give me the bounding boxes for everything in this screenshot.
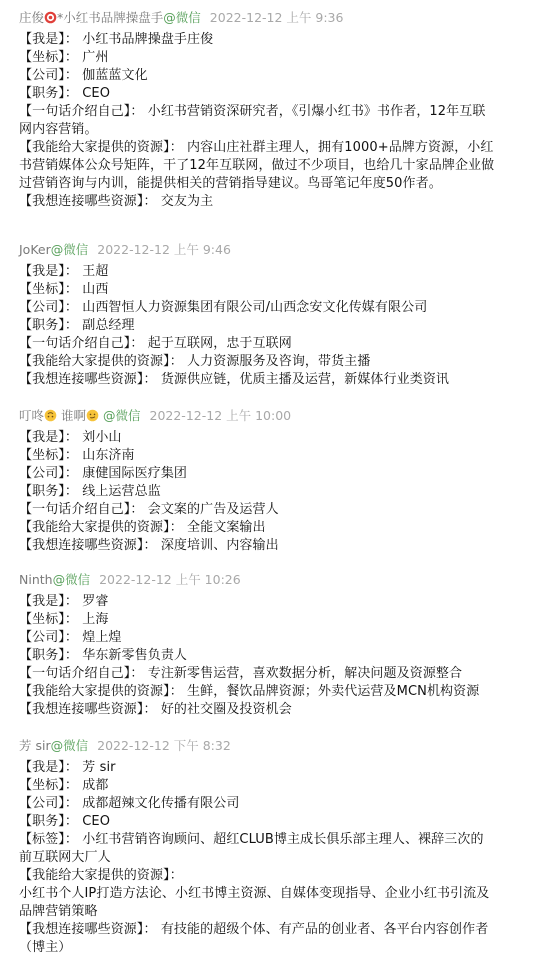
intro-line: 【一句话介绍自己】： 专注新零售运营，喜欢数据分析，解决问题及资源整合 bbox=[19, 666, 463, 681]
intro-line: 【我是】： 罗睿 bbox=[19, 594, 109, 609]
intro-line: 【公司】： 煌上煌 bbox=[19, 630, 122, 645]
message-meta bbox=[19, 406, 291, 426]
intro-line: （博主） bbox=[19, 940, 72, 955]
intro-line: 【坐标】： 山东济南 bbox=[19, 448, 135, 463]
message-meta bbox=[19, 570, 241, 590]
intro-line: 小红书个人IP打造方法论、小红书博主资源、自媒体变现指导、企业小红书引流及 bbox=[19, 886, 490, 901]
intro-line: 【职务】： CEO bbox=[19, 86, 111, 101]
message-body bbox=[19, 429, 539, 555]
intro-line: 【我能给大家提供的资源】： 人力资源服务及咨询，带货主播 bbox=[19, 354, 371, 369]
sender-nickname-suffix[interactable]: *小红书品牌操盘手 bbox=[57, 10, 164, 25]
source-tag: @微信 bbox=[50, 242, 89, 257]
source-tag: @微信 bbox=[102, 408, 141, 423]
sender-name[interactable]: Ninth bbox=[19, 572, 53, 587]
intro-line: 【我想连接哪些资源】： 好的社交圈及投资机会 bbox=[19, 702, 292, 717]
intro-line: 【公司】： 康健国际医疗集团 bbox=[19, 466, 188, 481]
intro-line: 【坐标】： 广州 bbox=[19, 50, 109, 65]
intro-line: 【我是】： 王超 bbox=[19, 264, 109, 279]
intro-line: 【坐标】： 成都 bbox=[19, 778, 109, 793]
intro-line: 网内容营销。 bbox=[19, 122, 98, 137]
message-meta bbox=[19, 240, 231, 260]
intro-line: 【职务】： CEO bbox=[19, 814, 111, 829]
sender-name[interactable]: 庄俊 bbox=[19, 10, 45, 25]
intro-line: 书营销媒体公众号矩阵，干了12年互联网，做过不少项目，也给几十家品牌企业做 bbox=[19, 158, 495, 173]
timestamp: 2022-12-12 上午 10:26 bbox=[99, 572, 241, 587]
intro-line: 【职务】： 副总经理 bbox=[19, 318, 135, 333]
message-body bbox=[19, 759, 539, 957]
sender-nickname-suffix[interactable]: 谁啊 bbox=[57, 408, 86, 423]
intro-line: 【我是】： 小红书品牌操盘手庄俊 bbox=[19, 32, 214, 47]
intro-line: 【我能给大家提供的资源】： 全能文案输出 bbox=[19, 520, 266, 535]
intro-line: 【我想连接哪些资源】： 交友为主 bbox=[19, 194, 214, 209]
intro-line: 【我想连接哪些资源】： 货源供应链，优质主播及运营，新媒体行业类资讯 bbox=[19, 372, 450, 387]
timestamp: 2022-12-12 上午 10:00 bbox=[149, 408, 292, 423]
intro-line: 【我想连接哪些资源】： 深度培训、内容输出 bbox=[19, 538, 279, 553]
message-body bbox=[19, 593, 539, 719]
timestamp: 2022-12-12 下午 8:32 bbox=[97, 738, 231, 753]
target-emoji-icon bbox=[44, 11, 57, 24]
intro-line: 【坐标】： 上海 bbox=[19, 612, 109, 627]
message-meta bbox=[19, 8, 343, 28]
intro-line: 【我能给大家提供的资源】： 生鲜，餐饮品牌资源；外卖代运营及MCN机构资源 bbox=[19, 684, 480, 699]
sender-name[interactable]: JoKer bbox=[19, 242, 51, 257]
timestamp: 2022-12-12 上午 9:46 bbox=[97, 242, 231, 257]
intro-line: 【职务】： 线上运营总监 bbox=[19, 484, 161, 499]
smirk-emoji-icon bbox=[86, 409, 99, 422]
source-tag: @微信 bbox=[50, 738, 89, 753]
source-tag: @微信 bbox=[52, 572, 91, 587]
intro-line: 【我想连接哪些资源】： 有技能的超级个体、有产品的创业者、各平台内容创作者 bbox=[19, 922, 489, 937]
intro-line: 【我能给大家提供的资源】： 内容山庄社群主理人，拥有1000+品牌方资源，小红 bbox=[19, 140, 494, 155]
message-body bbox=[19, 263, 539, 389]
intro-line: 过营销咨询与内训，能提供相关的营销指导建议。鸟哥笔记年度50作者。 bbox=[19, 176, 442, 191]
intro-line: 【公司】： 山西智恒人力资源集团有限公司/山西念安文化传媒有限公司 bbox=[19, 300, 428, 315]
intro-line: 【我是】： 刘小山 bbox=[19, 430, 122, 445]
upside-down-face-emoji-icon bbox=[44, 409, 57, 422]
intro-line: 【标签】： 小红书营销咨询顾问、超红CLUB博主成长俱乐部主理人、裸辞三次的 bbox=[19, 832, 484, 847]
sender-name[interactable]: 叮咚 bbox=[19, 408, 45, 423]
intro-line: 【一句话介绍自己】： 会文案的广告及运营人 bbox=[19, 502, 279, 517]
intro-line: 【一句话介绍自己】： 小红书营销资深研究者，《引爆小红书》书作者，12年互联 bbox=[19, 104, 486, 119]
source-tag: @微信 bbox=[163, 10, 201, 25]
intro-line: 【我能给大家提供的资源】： bbox=[19, 868, 183, 883]
intro-line: 前互联网大厂人 bbox=[19, 850, 111, 865]
message-meta bbox=[19, 736, 231, 756]
timestamp: 2022-12-12 上午 9:36 bbox=[209, 10, 344, 25]
intro-line: 【我是】： 芳 sir bbox=[19, 760, 116, 775]
intro-line: 【公司】： 成都超辣文化传播有限公司 bbox=[19, 796, 240, 811]
sender-name[interactable]: 芳 sir bbox=[19, 738, 51, 753]
intro-line: 【一句话介绍自己】： 起于互联网，忠于互联网 bbox=[19, 336, 292, 351]
intro-line: 【职务】： 华东新零售负责人 bbox=[19, 648, 188, 663]
intro-line: 品牌营销策略 bbox=[19, 904, 98, 919]
message-body bbox=[19, 31, 539, 211]
intro-line: 【坐标】： 山西 bbox=[19, 282, 109, 297]
intro-line: 【公司】： 伽蓝蓝文化 bbox=[19, 68, 148, 83]
